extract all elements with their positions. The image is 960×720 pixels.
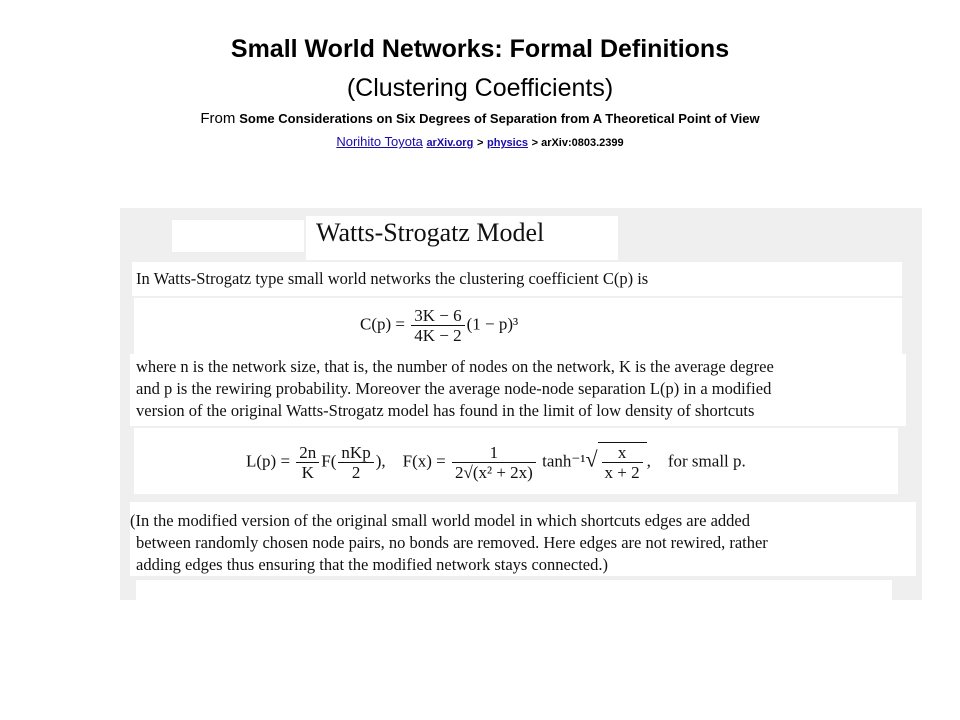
eq1-denominator: 4K − 2: [414, 326, 462, 345]
eq2-function: F(: [321, 451, 337, 471]
eq2-sqrt-body: [598, 442, 647, 482]
source-lead: From: [200, 110, 236, 127]
arxiv-id: > arXiv:0803.2399: [531, 137, 624, 149]
eq2-f3-numerator: 1: [452, 443, 536, 463]
slide-subtitle: (Clustering Coefficients): [346, 74, 614, 102]
sqrt-symbol: √: [585, 446, 598, 472]
paragraph-1-line-1: where n is the network size, that is, the number of nodes on the network, K is the average degree: [136, 357, 774, 376]
intro-text: In Watts-Strogatz type small world networks the clustering coefficient C(p) is: [136, 269, 649, 288]
eq2-close: ),: [375, 451, 386, 471]
breadcrumb-separator: >: [476, 137, 484, 149]
eq2-f1-denominator: K: [301, 463, 314, 482]
paper-excerpt-image: [120, 208, 922, 600]
paper-title: Some Considerations on Six Degrees of Separation from A Theoretical Point of View: [239, 111, 760, 126]
separation-equation: [246, 442, 746, 482]
paragraph-2-line-2: between randomly chosen node pairs, no bonds are removed. Here edges are not rewired, rather: [136, 533, 768, 552]
eq2-f1-numerator: 2n: [296, 443, 319, 463]
author-link[interactable]: Norihito Toyota: [336, 134, 423, 149]
eq2-f4-denominator: x + 2: [604, 463, 640, 482]
reference-line: [0, 132, 960, 153]
eq1-rhs: (1 − p)³: [466, 314, 519, 334]
eq2-condition: for small p.: [667, 451, 746, 471]
paragraph-1-line-3: version of the original Watts-Strogatz model has found in the limit of low density of shortcuts: [136, 401, 755, 420]
eq2-fraction-4: [602, 443, 643, 482]
eq2-f2-numerator: nKp: [338, 443, 373, 463]
eq2-fraction-1: [296, 443, 319, 482]
eq2-lhs: L(p) =: [246, 451, 291, 471]
eq1-lhs: C(p) =: [360, 314, 405, 334]
eq2-f4-numerator: x: [602, 443, 643, 463]
eq1-numerator: 3K − 6: [411, 306, 464, 326]
paragraph-2-line-1: (In the modified version of the original small world model in which shortcuts edges are added: [130, 511, 750, 530]
eq2-tanh: tanh⁻¹: [542, 451, 586, 471]
physics-link[interactable]: physics: [487, 137, 528, 149]
eq2-f3-denominator: 2√(x² + 2x): [455, 463, 533, 482]
eq2-f2-denominator: 2: [351, 463, 361, 482]
section-heading: Watts-Strogatz Model: [316, 218, 545, 247]
paragraph-2-line-3: adding edges thus ensuring that the modified network stays connected.): [136, 555, 608, 574]
eq2-fraction-2: [338, 443, 373, 482]
paragraph-1-line-2: and p is the rewiring probability. Moreover the average node-node separation L(p) in a modified: [136, 379, 772, 398]
eq2-tail: ,: [646, 451, 651, 471]
eq2-fraction-3: [452, 443, 536, 482]
eq2-fx: F(x) =: [402, 451, 446, 471]
clustering-equation: [360, 306, 518, 345]
slide-title: Small World Networks: Formal Definitions: [230, 35, 730, 63]
eq1-fraction: [411, 306, 464, 345]
arxiv-link[interactable]: arXiv.org: [426, 137, 474, 149]
source-citation: [0, 108, 960, 129]
